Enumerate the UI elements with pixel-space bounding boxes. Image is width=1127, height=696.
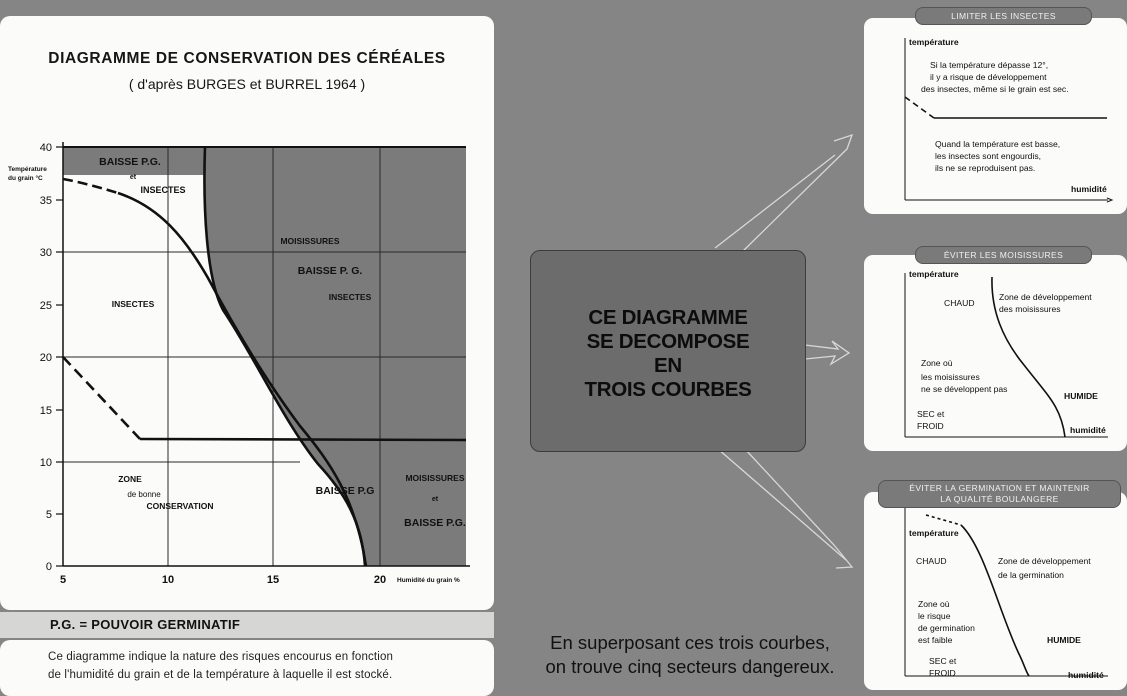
center-line: CE DIAGRAMME	[588, 306, 748, 329]
main-diagram-panel	[0, 16, 494, 610]
panel1-text: Quand la température est basse,	[935, 139, 1061, 149]
germination-curve-dashed	[63, 357, 140, 439]
legend-strip	[0, 612, 494, 638]
legend-text: P.G. = POUVOIR GERMINATIF	[50, 617, 241, 632]
panel1-ylabel: température	[909, 37, 959, 47]
panel3-xlabel: humidité	[1068, 670, 1104, 680]
bottom-text: En superposant ces trois courbes,	[550, 632, 830, 653]
caption-panel	[0, 640, 494, 696]
center-line: EN	[654, 354, 682, 377]
zone-label: et	[431, 496, 439, 503]
zone-label: INSECTES	[140, 185, 186, 195]
mould-panel	[864, 255, 1127, 451]
germination-panel	[864, 492, 1127, 690]
panel2-sec: SEC et	[917, 409, 945, 419]
panel3-zone-ou: est faible	[918, 635, 953, 645]
zone-label: de bonne	[127, 490, 161, 499]
insects-curve-dashed	[905, 97, 934, 118]
zone-label: BAISSE P.G.	[99, 156, 161, 168]
center-line: SE DECOMPOSE	[586, 330, 750, 353]
y-tick: 40	[39, 142, 52, 154]
arrow-to-mould	[805, 341, 849, 364]
conservation-chart	[0, 16, 494, 610]
y-tick: 15	[39, 405, 52, 417]
zone-label: BAISSE P.G	[315, 485, 375, 497]
y-tick: 0	[45, 561, 52, 573]
panel3-zone-ou: Zone où	[918, 599, 950, 609]
panel2-chaud: CHAUD	[944, 298, 975, 308]
panel3-humide: HUMIDE	[1047, 635, 1081, 645]
caption-line: de l'humidité du grain et de la température à laquelle il est stocké.	[48, 669, 393, 681]
panel1-xlabel: humidité	[1071, 184, 1107, 194]
panel2-zone-ou: Zone où	[921, 358, 953, 368]
panel2-tab: ÉVITER LES MOISISSURES	[915, 246, 1092, 264]
panel1-text: il y a risque de développement	[930, 72, 1047, 82]
zone-label: BAISSE P.G.	[404, 517, 466, 529]
zone-label: BAISSE P. G.	[297, 265, 363, 277]
x-tick: 15	[266, 574, 280, 586]
panel2-ylabel: température	[909, 269, 959, 279]
zone-label: CONSERVATION	[146, 501, 214, 511]
panel2-zone-dev: des moisissures	[999, 304, 1061, 314]
insect-curve-dashed	[63, 179, 118, 193]
zone-label: INSECTES	[111, 299, 155, 309]
panel3-ylabel: température	[909, 528, 959, 538]
panel3-froid: FROID	[929, 668, 956, 678]
caption-line: Ce diagramme indique la nature des risques encourus en fonction	[48, 651, 394, 663]
panel3-tab	[878, 480, 1121, 508]
panel3-zone-dev: de la germination	[998, 570, 1064, 580]
mould-chart	[864, 255, 1127, 451]
panel3-zone-dev: Zone de développement	[998, 556, 1091, 566]
zone-label: MOISISSURES	[405, 473, 465, 483]
y-tick: 30	[39, 247, 52, 259]
panel2-zone-ou: ne se développent pas	[921, 384, 1008, 394]
y-tick: 10	[39, 457, 52, 469]
y-axis-label: du grain °C	[8, 175, 43, 182]
panel3-sec: SEC et	[929, 656, 957, 666]
panel3-zone-ou: le risque	[918, 611, 951, 621]
panel2-xlabel: humidité	[1070, 425, 1106, 435]
arrow-to-germination	[718, 449, 852, 568]
panel2-froid: FROID	[917, 421, 944, 431]
center-line: TROIS COURBES	[584, 378, 752, 401]
panel3-chaud: CHAUD	[916, 556, 947, 566]
panel2-humide: HUMIDE	[1064, 391, 1098, 401]
bottom-text: on trouve cinq secteurs dangereux.	[545, 656, 835, 677]
panel1-text: ils ne se reproduisent pas.	[935, 163, 1036, 173]
panel2-zone-ou: les moisissures	[921, 372, 980, 382]
diagram-title: DIAGRAMME DE CONSERVATION DES CÉRÉALES	[48, 50, 446, 67]
y-tick: 35	[39, 195, 52, 207]
germination-curve-solid	[140, 439, 466, 440]
panel3-tab-line: LA QUALITÉ BOULANGERE	[940, 494, 1059, 504]
panel1-text: les insectes sont engourdis,	[935, 151, 1042, 161]
x-axis-label: Humidité du grain %	[397, 577, 460, 584]
center-box	[530, 250, 806, 452]
diagram-subtitle: ( d'après BURGES et BURREL 1964 )	[128, 76, 366, 92]
germination-curve-small	[961, 525, 1029, 676]
zone-label: MOISISSURES	[280, 236, 340, 246]
x-tick: 5	[59, 574, 67, 586]
panel1-text: des insectes, même si le grain est sec.	[921, 84, 1069, 94]
y-axis-label: Température	[8, 166, 47, 173]
panel2-zone-dev: Zone de développement	[999, 292, 1092, 302]
zone-label: INSECTES	[328, 292, 372, 302]
y-tick: 20	[39, 352, 52, 364]
zone-label: ZONE	[118, 474, 142, 484]
y-tick: 25	[39, 300, 52, 312]
zone-label: et	[129, 174, 137, 181]
arrow-to-insects	[715, 135, 852, 252]
panel3-tab-line: ÉVITER LA GERMINATION ET MAINTENIR	[909, 483, 1090, 493]
y-tick: 5	[45, 509, 52, 521]
panel1-tab: LIMITER LES INSECTES	[915, 7, 1092, 25]
x-tick: 20	[373, 574, 387, 586]
x-tick: 10	[161, 574, 175, 586]
germination-curve-small-dashed	[926, 515, 961, 525]
panel1-text: Si la température dépasse 12°,	[930, 60, 1049, 70]
panel3-zone-ou: de germination	[918, 623, 975, 633]
germination-chart	[864, 492, 1127, 690]
insects-panel	[864, 18, 1127, 214]
